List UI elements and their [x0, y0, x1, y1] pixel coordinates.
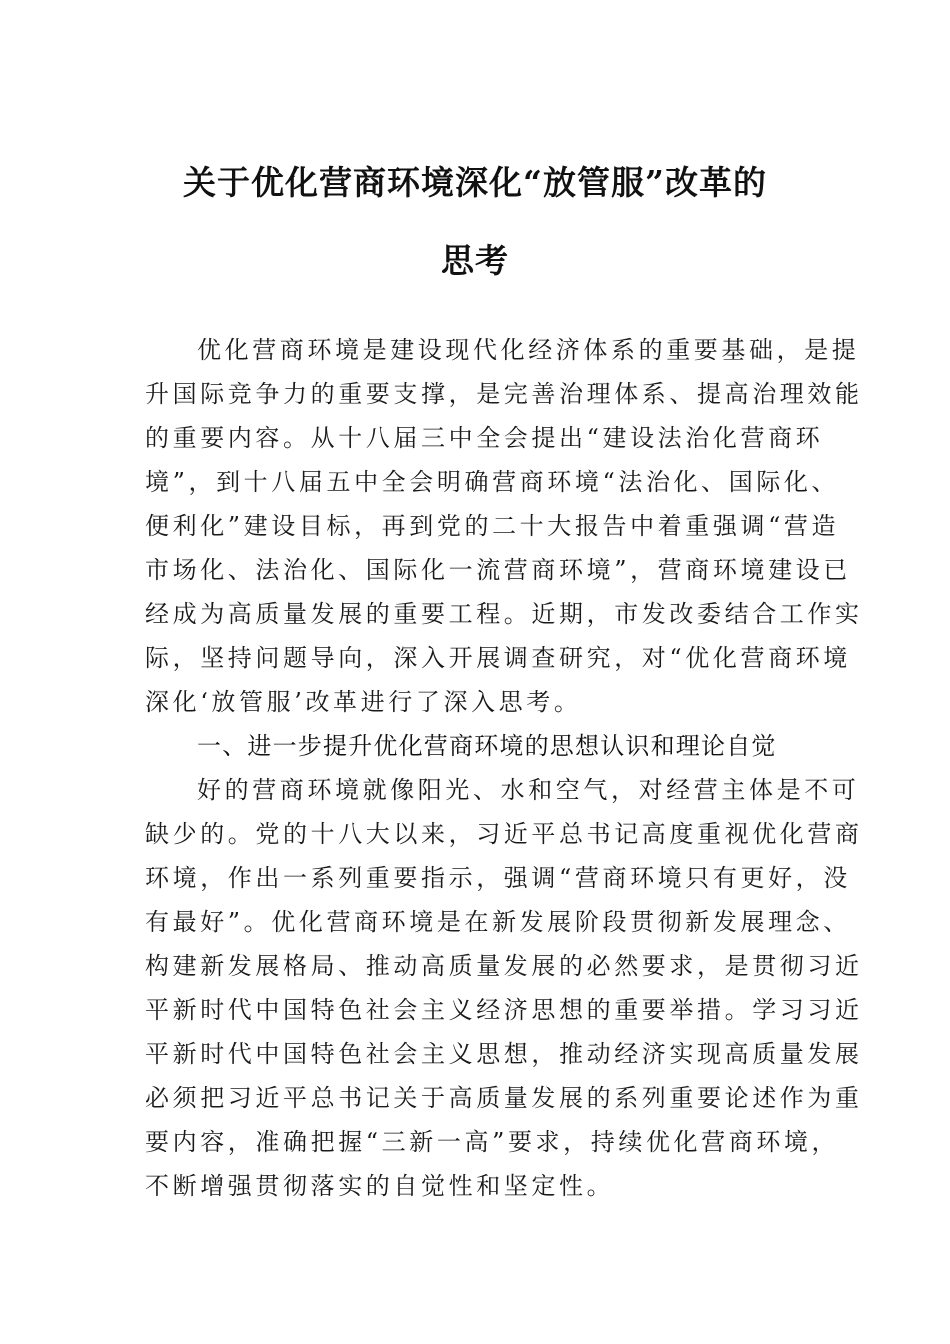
paragraph-2-line: 有最好”。优化营商环境是在新发展阶段贯彻新发展理念、	[145, 908, 851, 936]
paragraph-2-line: 平新时代中国特色社会主义经济思想的重要举措。学习习近	[145, 996, 863, 1024]
paragraph-2-line: 要内容，准确把握“三新一高”要求，持续优化营商环境，	[145, 1128, 840, 1156]
document-title-line-1: 关于优化营商环境深化“放管服”改革的	[183, 163, 767, 202]
paragraph-1-line: 便利化”建设目标，再到党的二十大报告中着重强调“营造	[145, 512, 840, 540]
paragraph-1-line: 升国际竞争力的重要支撑，是完善治理体系、提高治理效能	[145, 380, 863, 408]
paragraph-2-line: 平新时代中国特色社会主义思想，推动经济实现高质量发展	[145, 1040, 863, 1068]
paragraph-1-line: 市场化、法治化、国际化一流营商环境”，营商环境建设已	[145, 556, 851, 584]
paragraph-2-line: 构建新发展格局、推动高质量发展的必然要求，是贯彻习近	[145, 952, 863, 980]
document-title-line-2: 思考	[441, 241, 509, 280]
paragraph-2-line: 必须把习近平总书记关于高质量发展的系列重要论述作为重	[145, 1084, 863, 1112]
paragraph-1-line: 深化‘放管服’改革进行了深入思考。	[145, 688, 582, 716]
paragraph-1-line: 境”，到十八届五中全会明确营商环境“法治化、国际化、	[145, 468, 840, 496]
paragraph-1-line: 际，坚持问题导向，深入开展调查研究，对“优化营商环境	[145, 644, 851, 672]
paragraph-1-line: 优化营商环境是建设现代化经济体系的重要基础，是提	[197, 336, 860, 364]
paragraph-2-line: 环境，作出一系列重要指示，强调“营商环境只有更好，没	[145, 864, 851, 892]
paragraph-2-line: 不断增强贯彻落实的自觉性和坚定性。	[145, 1172, 615, 1200]
paragraph-2-line: 好的营商环境就像阳光、水和空气，对经营主体是不可	[197, 776, 860, 804]
paragraph-1-line: 的重要内容。从十八届三中全会提出“建设法治化营商环	[145, 424, 824, 452]
section-heading-1: 一、进一步提升优化营商环境的思想认识和理论自觉	[197, 732, 777, 760]
paragraph-1-line: 经成为高质量发展的重要工程。近期，市发改委结合工作实	[145, 600, 863, 628]
paragraph-2-line: 缺少的。党的十八大以来，习近平总书记高度重视优化营商	[145, 820, 863, 848]
